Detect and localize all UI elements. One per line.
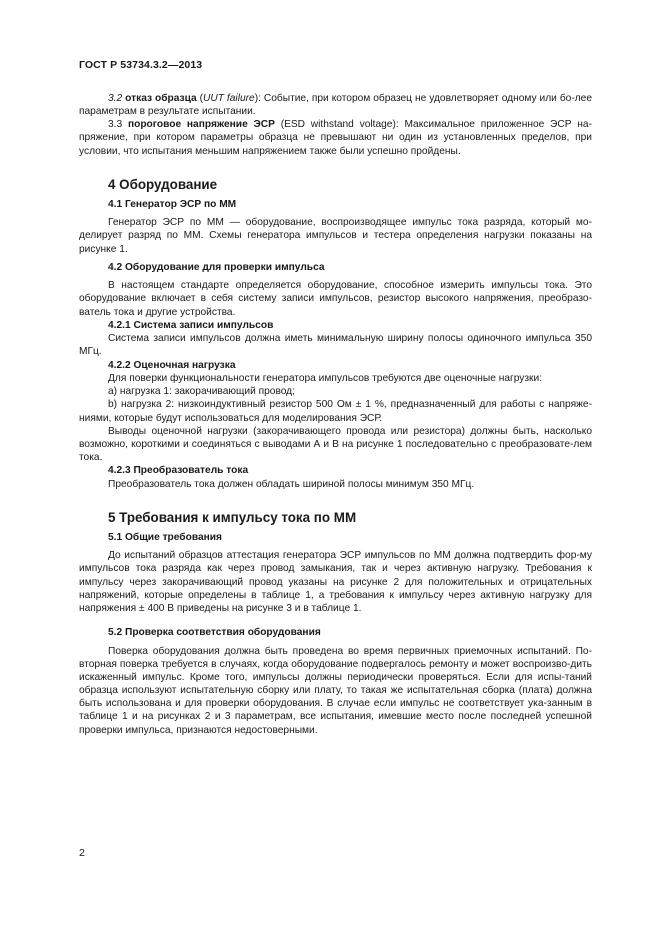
section-4-1-heading: 4.1 Генератор ЭСР по ММ (108, 198, 237, 210)
definition-text: : Максимальное приложенное ЭСР на-пряжение, при котором параметры образца не превышают ни один из установленных пределов, при условии, что испытания меньшим напряжением также были успешно пройдены. (79, 119, 592, 157)
list-item-a: а) нагрузка 1: закорачивающий провод; (108, 386, 295, 398)
document-code: ГОСТ Р 53734.3.2—2013 (79, 59, 203, 71)
section-4-heading: 4 Оборудование (108, 176, 218, 192)
list-item-b: b) нагрузка 2: низкоиндуктивный резистор 500 Ом ± 1 %, предназначенный для работы с напряже-ниями, которые будут использоваться для моделирования ЭСР. (79, 399, 592, 424)
section-5-heading: 5 Требования к импульсу тока по ММ (108, 509, 357, 525)
definition-term: пороговое напряжение ЭСР (127, 119, 275, 131)
section-4-2-2-text: Для поверки функциональности генератора импульсов требуются две оценочные нагрузки: (108, 373, 543, 385)
section-5-1-text: До испытаний образцов аттестация генератора ЭСР импульсов по ММ должна подтвердить фор-му импульсов тока разряда как через провод замыкания, так и через активную нагрузку. Требования к импульсу через закорачивающий провод указаны на рисунке 2 для положительных и отрицательных напряжений, которые определены в таблице 1, а требования к импульсу через активную нагрузку для напряжения ± 400 В приведены на рисунке 3 и в таблице 1. (79, 550, 592, 614)
document-body (79, 92, 592, 737)
section-4-2-heading: 4.2 Оборудование для проверки импульса (108, 261, 325, 273)
definition-term: отказ образца (125, 93, 197, 104)
definition-english: (ESD withstand voltage) (280, 119, 396, 131)
section-4-2-text: В настоящем стандарте определяется оборудование, способное измерить импульсы тока. Это оборудование включает в себя систему записи импульсов, резистор высокого напряжения, преобразо-ватель тока и другие устройства. (79, 280, 592, 318)
section-4-1-text: Генератор ЭСР по ММ — оборудование, воспроизводящее импульс тока разряда, который мо-делирует разряд по ММ. Схемы генератора импульсов и тестера определения нагрузки показаны на рисунке 1. (79, 217, 592, 255)
definition-3-3 (79, 118, 592, 157)
section-4-2-1-text: Система записи импульсов должна иметь минимальную ширину полосы одиночного импульса 350 МГц. (79, 333, 592, 358)
section-5-2-heading: 5.2 Проверка соответствия оборудования (108, 627, 321, 639)
section-5-2-text: Поверка оборудования должна быть проведена во время первичных приемочных испытаний. По-вторная поверка требуется в случаях, когда оборудование подвергалось ремонту и может воспроизво-дить искаженный импульс. Кроме того, импульсы должны периодически проверяться. Если для испы-таний образца используют испытательную сборку или плату, то такая же испытательная сборка (плата) должна быть использована и для проверки оборудования. В случае если импульс не соответствует ука-занным в таблице 1 и на рисунках 2 и 3 параметрам, все испытания, имевшие место после последней успешной проверки импульса, признаются недостоверными. (79, 645, 592, 736)
section-4-2-3-heading: 4.2.3 Преобразователь тока (108, 465, 249, 477)
definition-number: 3.3 (108, 119, 123, 131)
page-number: 2 (79, 847, 85, 859)
section-5-1-heading: 5.1 Общие требования (108, 531, 222, 543)
definition-english: UUT failure (203, 93, 255, 104)
definition-3-2: 3.2 отказ образца (UUT failure): Событие, при котором образец не удовлетворяет одному или бо-лее параметрам в результате испытании. (79, 93, 593, 118)
section-4-2-3-text: Преобразователь тока должен обладать шириной полосы минимум 350 МГц. (108, 478, 475, 490)
definition-text: : Событие, при котором образец не удовлетворяет одному или бо-лее параметрам в результате испытании. (79, 93, 593, 118)
definition-number: 3.2 (108, 93, 123, 104)
section-4-2-1-heading: 4.2.1 Система записи импульсов (108, 319, 274, 331)
section-4-2-2-heading: 4.2.2 Оценочная нагрузка (108, 359, 236, 371)
section-4-2-2-text-2: Выводы оценочной нагрузки (закорачивающего провода или резистора) должны быть, насколько возможно, короткими и соединяться с выводами А и В на рисунке 1 последовательно с преобразовате-лем тока. (79, 425, 592, 463)
